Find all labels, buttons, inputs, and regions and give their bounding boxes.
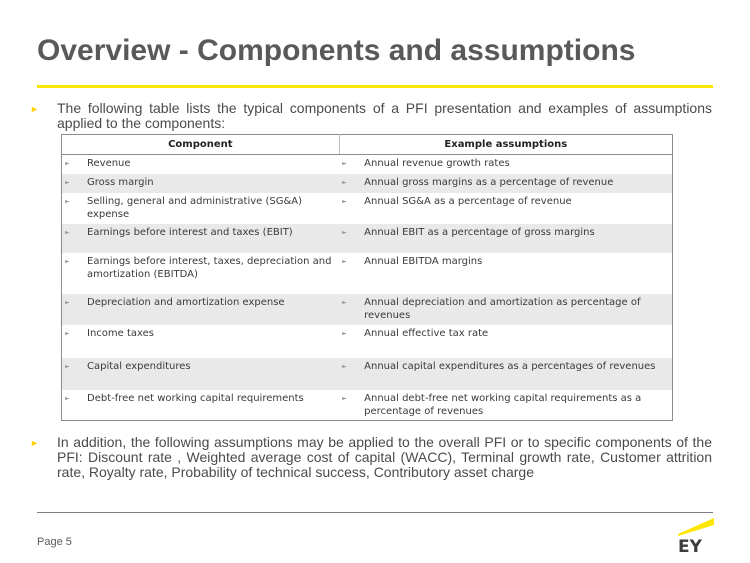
table-cell xyxy=(62,358,340,390)
small-triangle-icon: ► xyxy=(65,197,70,205)
table-row xyxy=(62,294,673,325)
table-cell xyxy=(62,325,340,358)
component-text: Income taxes xyxy=(87,327,154,339)
component-text: Earnings before interest and taxes (EBIT) xyxy=(87,226,293,238)
table-row xyxy=(62,390,673,421)
assumption-text: Annual SG&A as a percentage of revenue xyxy=(364,195,572,207)
small-triangle-icon: ► xyxy=(65,160,70,167)
table-cell xyxy=(62,155,340,174)
table-cell xyxy=(62,294,340,325)
table-cell xyxy=(339,193,672,224)
column-header-component: Component xyxy=(62,135,340,155)
table-cell xyxy=(339,294,672,325)
intro-bullet-text: The following table lists the typical components of a PFI presentation and examples of assumptions applied to the components: xyxy=(57,100,712,131)
assumption-text: Annual effective tax rate xyxy=(364,327,489,339)
table-cell xyxy=(62,390,340,421)
small-triangle-icon: ► xyxy=(342,178,347,186)
table-cell xyxy=(62,193,340,224)
title-underline xyxy=(37,85,713,88)
small-triangle-icon: ► xyxy=(342,362,347,370)
table-cell xyxy=(339,224,672,253)
logo-text: EY xyxy=(678,537,702,554)
small-triangle-icon: ► xyxy=(342,394,347,402)
table-row xyxy=(62,193,673,224)
page-title: Overview - Components and assumptions xyxy=(37,34,636,67)
component-text: Depreciation and amortization expense xyxy=(87,296,285,308)
small-triangle-icon: ► xyxy=(342,228,347,236)
bullet-arrow-icon: ► xyxy=(30,104,39,114)
assumption-text: Annual debt-free net working capital requirements as a percentage of revenues xyxy=(364,392,642,417)
bullet-arrow-icon: ► xyxy=(30,438,39,448)
table-cell xyxy=(339,155,672,174)
table-row xyxy=(62,174,673,193)
small-triangle-icon: ► xyxy=(65,329,70,337)
small-triangle-icon: ► xyxy=(65,362,70,370)
ey-logo xyxy=(676,516,716,554)
small-triangle-icon: ► xyxy=(342,197,347,205)
component-text: Gross margin xyxy=(87,176,154,188)
assumption-text: Annual capital expenditures as a percentages of revenues xyxy=(364,360,656,372)
table-cell xyxy=(339,325,672,358)
small-triangle-icon: ► xyxy=(65,257,70,265)
component-text: Earnings before interest, taxes, depreciation and amortization (EBITDA) xyxy=(87,255,332,280)
table-row xyxy=(62,325,673,358)
components-table xyxy=(61,134,673,421)
assumption-text: Annual gross margins as a percentage of revenue xyxy=(364,176,614,188)
small-triangle-icon: ► xyxy=(342,329,347,337)
column-header-assumptions: Example assumptions xyxy=(339,135,672,155)
component-text: Debt-free net working capital requirements xyxy=(87,392,304,404)
table-cell xyxy=(62,174,340,193)
table-row xyxy=(62,224,673,253)
component-text: Capital expenditures xyxy=(87,360,191,372)
assumption-text: Annual revenue growth rates xyxy=(364,158,510,169)
table-cell xyxy=(339,174,672,193)
table-row xyxy=(62,253,673,294)
small-triangle-icon: ► xyxy=(65,394,70,402)
component-text: Revenue xyxy=(87,158,131,169)
table-cell xyxy=(62,253,340,294)
table-cell xyxy=(62,224,340,253)
table-cell xyxy=(339,253,672,294)
small-triangle-icon: ► xyxy=(342,298,347,306)
assumption-text: Annual depreciation and amortization as percentage of revenues xyxy=(364,296,641,321)
footer-divider xyxy=(37,512,713,513)
small-triangle-icon: ► xyxy=(65,228,70,236)
small-triangle-icon: ► xyxy=(342,257,347,265)
component-text: Selling, general and administrative (SG&A) expense xyxy=(87,195,303,220)
small-triangle-icon: ► xyxy=(342,160,347,167)
page-number: Page 5 xyxy=(37,536,72,548)
additional-assumptions-text: In addition, the following assumptions may be applied to the overall PFI or to specific components of the PFI: Discount rate , Weighted average cost of capital (WACC), Terminal growth rate, Customer attrition rate, Royalty rate, Probability of technical success, Contributory asset charge xyxy=(57,434,712,480)
assumption-text: Annual EBIT as a percentage of gross margins xyxy=(364,226,595,238)
table-row xyxy=(62,155,673,174)
small-triangle-icon: ► xyxy=(65,298,70,306)
table-row xyxy=(62,358,673,390)
table-cell xyxy=(339,358,672,390)
assumption-text: Annual EBITDA margins xyxy=(364,255,483,267)
small-triangle-icon: ► xyxy=(65,178,70,186)
table-cell xyxy=(339,390,672,421)
table-header-row xyxy=(62,135,673,155)
